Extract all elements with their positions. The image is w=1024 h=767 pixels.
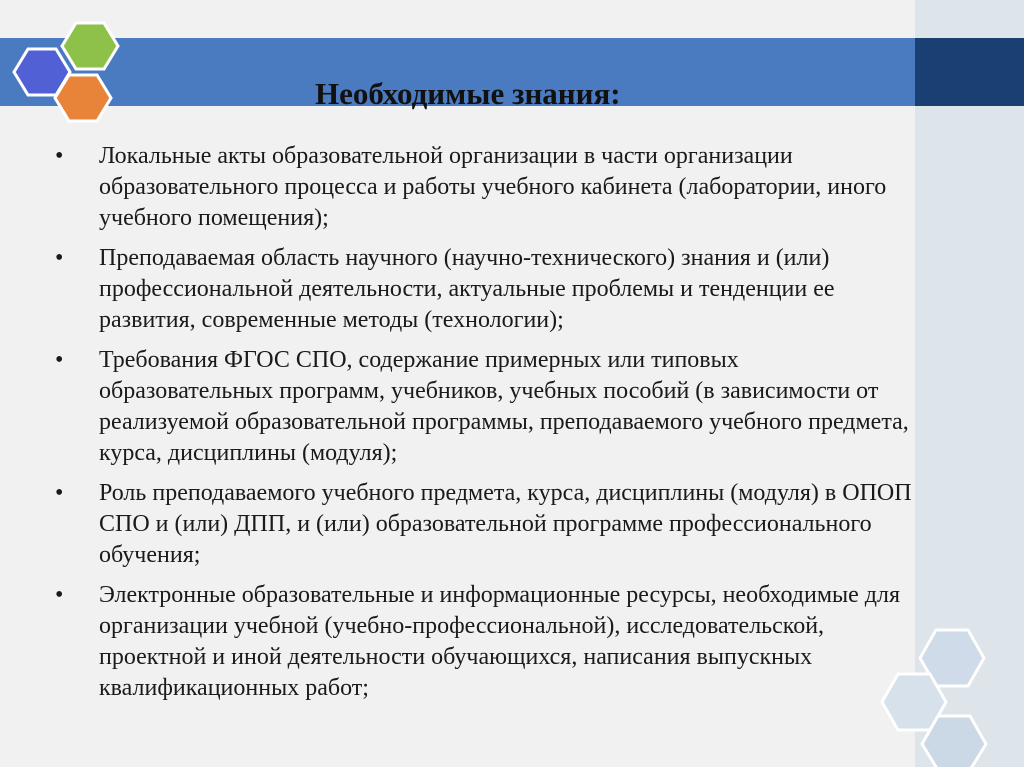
list-item-text: Локальные акты образовательной организации в части организации образовательного процесса и работы учебного кабинета (лаборатории, иного учебного помещения); <box>99 143 887 231</box>
bullet-icon: • <box>55 582 64 608</box>
list-item-text: Преподаваемая область научного (научно-технического) знания и (или) профессиональной деятельности, актуальные проблемы и тенденции ее развития, современные методы (технологии); <box>99 245 835 333</box>
list-item-text: Требования ФГОС СПО, содержание примерных или типовых образовательных программ, учебников, учебных пособий (в зависимости от реализуемой образовательной программы, преподаваемого учебного предмета, курса, дисциплины (модуля); <box>99 347 909 466</box>
bullet-icon: • <box>55 480 64 506</box>
list-item <box>55 141 915 234</box>
list-item <box>55 243 915 336</box>
title-bar-dark-segment <box>915 38 1024 106</box>
list-item-text: Электронные образовательные и информационные ресурсы, необходимые для организации учебной (учебно-профессиональной), исследовательской, проектной и иной деятельности обучающихся, написания выпускных квалификационных работ; <box>99 582 901 701</box>
list-item <box>55 580 915 704</box>
knowledge-list <box>55 141 915 713</box>
bullet-icon: • <box>55 245 64 271</box>
list-item-text: Роль преподаваемого учебного предмета, курса, дисциплины (модуля) в ОПОП СПО и (или) ДПП, и (или) образовательной программе профессионального обучения; <box>99 480 912 568</box>
slide-title: Необходимые знания: <box>315 76 621 111</box>
list-item <box>55 345 915 469</box>
bullet-icon: • <box>55 347 64 373</box>
orange-hexagon <box>55 75 111 121</box>
green-hexagon <box>62 23 118 69</box>
hexagon-logo-icon <box>10 20 120 125</box>
list-item <box>55 478 915 571</box>
bullet-icon: • <box>55 143 64 169</box>
